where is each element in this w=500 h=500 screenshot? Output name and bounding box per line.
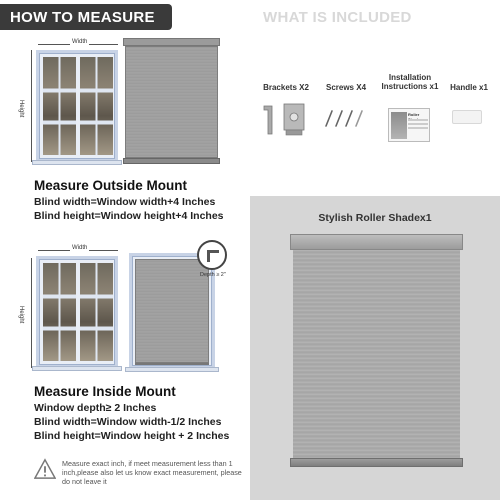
handle-icon (452, 110, 482, 124)
window-illustration (36, 50, 118, 162)
roller-shade-headrail (290, 234, 463, 250)
inside-mount-line-1: Window depth≥ 2 Inches (34, 402, 157, 414)
shade-bottom-bar (123, 158, 220, 164)
inside-mount-line-3: Blind height=Window height + 2 Inches (34, 430, 230, 442)
window-sill (32, 366, 122, 371)
included-panel (250, 0, 500, 500)
instructions-card-title: Roller (408, 112, 420, 117)
roller-shade-illustration (125, 46, 218, 158)
roller-shade-bottom-bar (290, 458, 463, 467)
outside-mount-title: Measure Outside Mount (34, 178, 188, 193)
instructions-image (391, 112, 407, 139)
instructions-card (388, 108, 430, 142)
height-dimension-line (31, 50, 32, 162)
inside-mount-title: Measure Inside Mount (34, 384, 176, 399)
width-label: Width (72, 39, 88, 45)
included-items-area (250, 0, 500, 196)
product-label: Stylish Roller Shadex1 (318, 212, 432, 224)
height-dimension-line (31, 258, 32, 368)
window-pane-left (43, 263, 76, 361)
what-is-included-title: WHAT IS INCLUDED (263, 9, 412, 26)
shade-headrail (123, 38, 220, 46)
bracket-icon (262, 100, 310, 140)
how-to-measure-title: HOW TO MEASURE (10, 9, 155, 26)
window-pane-left (43, 57, 76, 155)
window-pane-right (80, 263, 113, 361)
window-with-inside-shade (129, 253, 215, 369)
window-sill (32, 160, 122, 165)
depth-label: Depth ≥ 2" (200, 272, 226, 278)
height-label: Height (18, 100, 24, 118)
window-pane-right (80, 57, 113, 155)
roller-shade-fabric (293, 250, 460, 458)
item-label-handle: Handle x1 (450, 83, 488, 92)
measurement-warning: Measure exact inch, if meet measurement less than 1 inch,please also let us know exact measurement, please do not leave it (62, 459, 242, 486)
screws-icon (322, 108, 370, 128)
outside-mount-line-2: Blind height=Window height+4 Inches (34, 210, 224, 222)
item-label-instructions: Installation Instructions x1 (381, 73, 439, 91)
how-to-measure-header (0, 4, 172, 30)
width-label: Width (72, 245, 88, 251)
window-illustration (36, 256, 118, 368)
warning-icon (34, 458, 56, 480)
item-label-brackets: Brackets X2 (263, 83, 309, 92)
item-label-screws: Screws X4 (325, 83, 367, 92)
outside-mount-line-1: Blind width=Window width+4 Inches (34, 196, 216, 208)
shade-bottom-bar (135, 363, 209, 365)
depth-magnifier (197, 240, 227, 270)
window-sill (125, 367, 219, 372)
height-label: Height (18, 306, 24, 324)
roller-shade-inside (135, 259, 209, 363)
inside-mount-line-2: Blind width=Window width-1/2 Inches (34, 416, 222, 428)
